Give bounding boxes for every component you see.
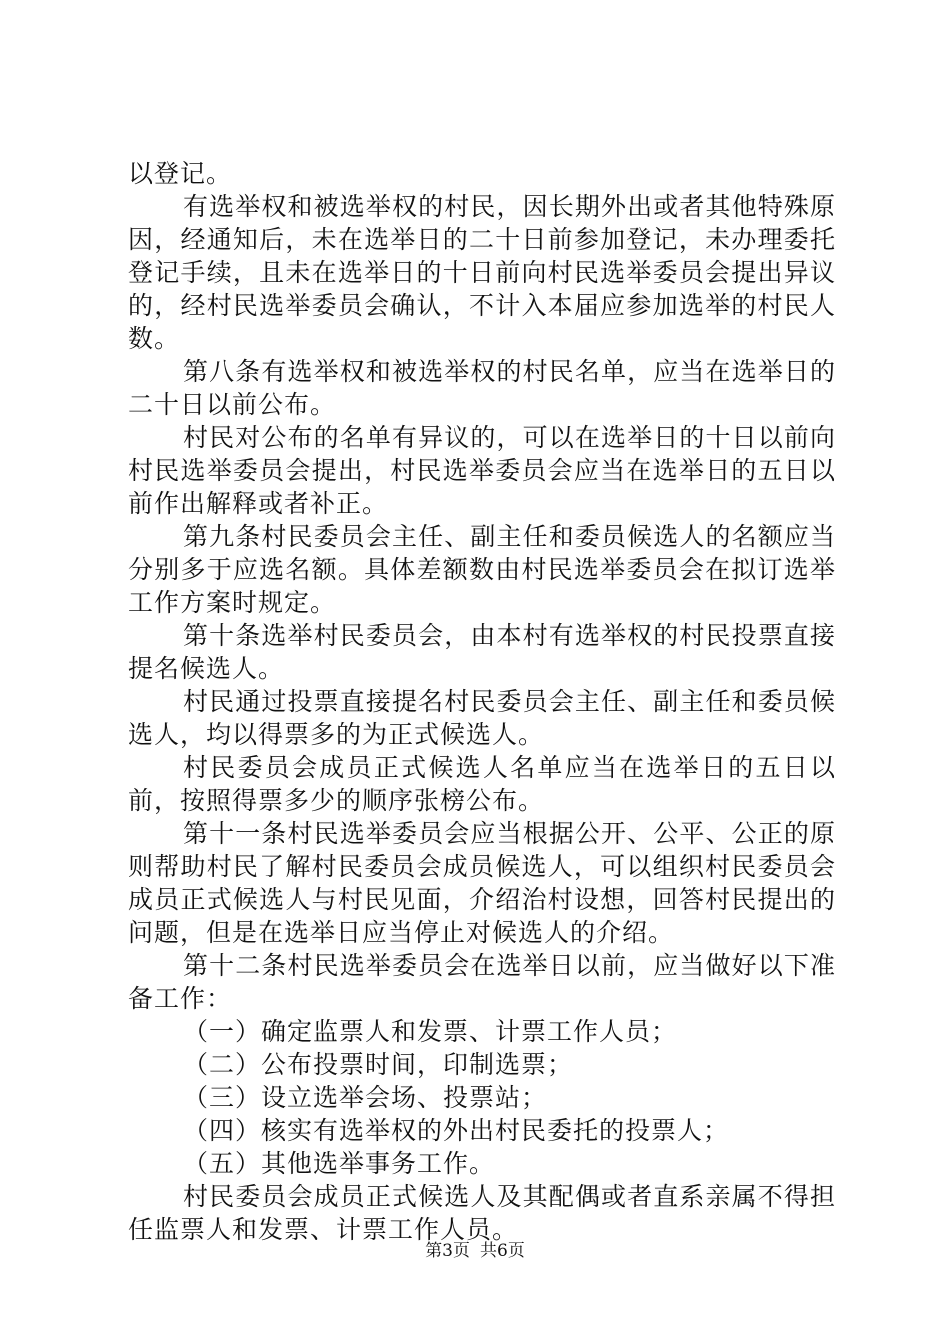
paragraph: 有选举权和被选举权的村民，因长期外出或者其他特殊原因，经通知后，未在选举日的二十日前参加登记，未办理委托登记手续，且未在选举日的十日前向村民选举委员会提出异议的，经村民选举委员会确认，不计入本届应参加选举的村民人数。 (128, 192, 836, 353)
paragraph: 以登记。 (128, 159, 233, 188)
paragraph: 村民委员会成员正式候选人及其配偶或者直系亲属不得担任监票人和发票、计票工作人员。 (128, 1182, 836, 1244)
paragraph: 第十二条村民选举委员会在选举日以前，应当做好以下准备工作： (128, 951, 836, 1013)
paragraph: 第十条选举村民委员会，由本村有选举权的村民投票直接提名候选人。 (128, 621, 836, 683)
paragraph: 第九条村民委员会主任、副主任和委员候选人的名额应当分别多于应选名额。具体差额数由村民选举委员会在拟订选举工作方案时规定。 (128, 522, 836, 617)
list-item: （四）核实有选举权的外出村民委托的投票人； (183, 1116, 730, 1145)
list-item: （一）确定监票人和发票、计票工作人员； (183, 1017, 678, 1046)
list-item: （二）公布投票时间，印制选票； (183, 1050, 574, 1079)
page-footer (0, 1240, 950, 1262)
paragraph: 村民对公布的名单有异议的，可以在选举日的十日以前向村民选举委员会提出，村民选举委员会应当在选举日的五日以前作出解释或者补正。 (128, 423, 836, 518)
paragraph: 第十一条村民选举委员会应当根据公开、公平、公正的原则帮助村民了解村民委员会成员候选人，可以组织村民委员会成员正式候选人与村民见面，介绍治村设想，回答村民提出的问题，但是在选举日应当停止对候选人的介绍。 (128, 819, 836, 947)
list-item: （三）设立选举会场、投票站； (183, 1083, 548, 1112)
page-number: 第3页 (425, 1241, 470, 1261)
page-total: 共6页 (480, 1241, 525, 1261)
paragraph: 第八条有选举权和被选举权的村民名单，应当在选举日的二十日以前公布。 (128, 357, 836, 419)
paragraph: 村民通过投票直接提名村民委员会主任、副主任和委员候选人，均以得票多的为正式候选人。 (128, 687, 836, 749)
paragraph: 村民委员会成员正式候选人名单应当在选举日的五日以前，按照得票多少的顺序张榜公布。 (128, 753, 836, 815)
document-body (128, 157, 836, 1246)
list-item: （五）其他选举事务工作。 (183, 1149, 496, 1178)
